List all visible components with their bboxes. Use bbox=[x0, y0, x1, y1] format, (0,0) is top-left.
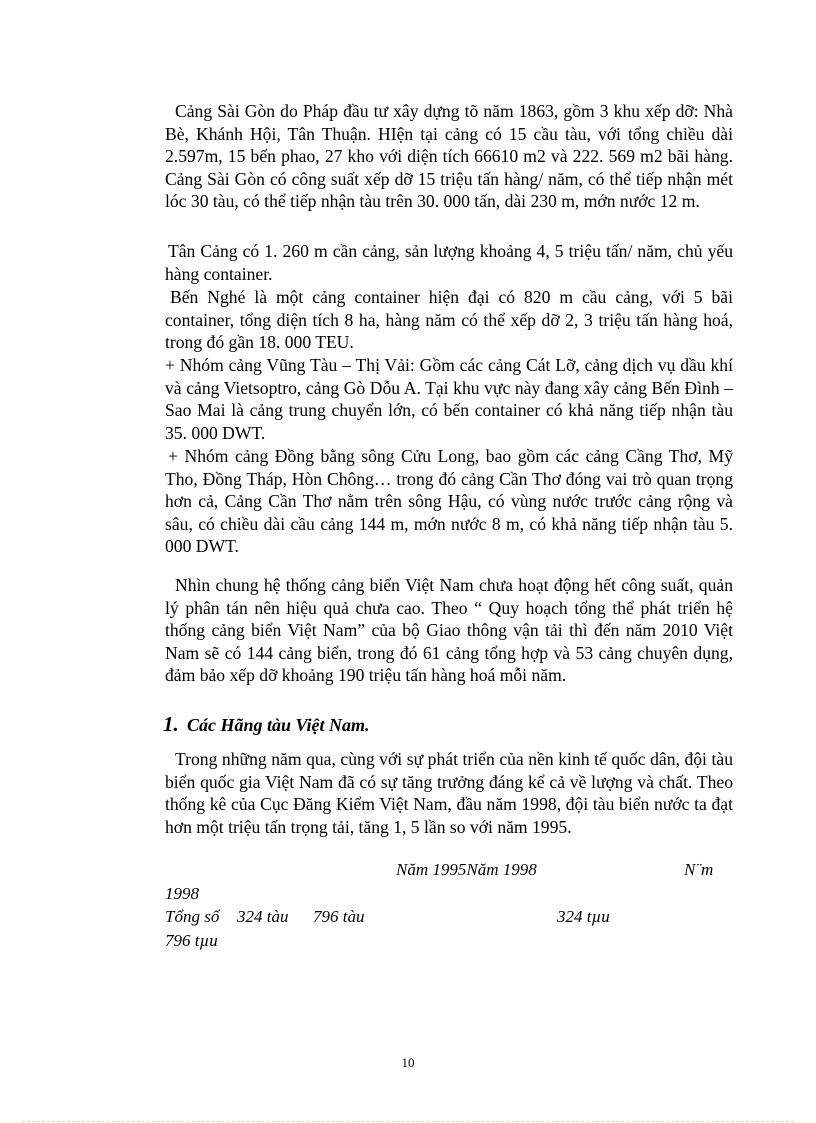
paragraph-saigon-port: Cảng Sài Gòn do Pháp đầu tư xây dựng tõ năm 1863, gồm 3 khu xếp dỡ: Nhà Bè, Khánh Hội, Tân Thuận. HIện tại cảng có 15 cầu tàu, với tổng chiều dài 2.597m, 15 bến phao, 27 kho với diện tích 66610 m2 và 222. 569 m2 bãi hàng. Cảng Sài Gòn có công suất xếp dỡ 15 triệu tấn hàng/ năm, có thể tiếp nhận mét lóc 30 tàu, có thể tiếp nhận tàu trên 30. 000 tấn, dài 230 m, mớn nước 12 m. bbox=[165, 101, 733, 212]
section-heading bbox=[163, 712, 370, 737]
stats-garbled-1998: 796 tµu bbox=[165, 931, 218, 950]
paragraph-ben-nghe: Bến Nghé là một cảng container hiện đại có 820 m cầu cảng, với 5 bãi container, tổng diện tích 8 ha, hàng năm có thể xếp dỡ 2, 3 triệu tấn hàng hoá, trong đó gần 18. 000 TEU. bbox=[165, 287, 733, 353]
page-bottom-divider bbox=[22, 1121, 794, 1122]
stats-row-label: Tổng số bbox=[165, 907, 220, 926]
paragraph-shipping-fleet: Trong những năm qua, cùng với sự phát triển của nền kinh tế quốc dân, đội tàu biển quốc gia Việt Nam đã có sự tăng trưởng đáng kể cả về lượng và chất. Theo thống kê của Cục Đăng Kiểm Việt Nam, đầu năm 1998, đội tàu biển nước ta đạt hơn một triệu tấn trọng tải, tăng 1, 5 lần so với năm 1995. bbox=[165, 749, 733, 837]
stats-ships-1998: 796 tàu bbox=[313, 907, 365, 926]
section-number: 1. bbox=[163, 712, 179, 736]
paragraph-vung-tau-group: + Nhóm cảng Vũng Tàu – Thị Vải: Gồm các cảng Cát Lỡ, cảng dịch vụ dầu khí và cảng Vietsoptro, cảng Gò Dỗu A. Tại khu vực này đang xây cảng Bến Đình – Sao Mai là cảng trung chuyển lớn, có bến container có khả năng tiếp nhận tàu 35. 000 DWT. bbox=[165, 355, 733, 443]
stats-garbled-1995: 324 tµu bbox=[557, 907, 610, 926]
stats-year-header: Năm 1995Năm 1998 bbox=[396, 860, 537, 879]
paragraph-overview: Nhìn chung hệ thống cảng biển Việt Nam chưa hoạt động hết công suất, quản lý phân tán nên hiệu quả chưa cao. Theo “ Quy hoạch tổng thể phát triển hệ thống cảng biển Việt Nam” của bộ Giao thông vận tải thì đến năm 2010 Việt Nam sẽ có 144 cảng biển, trong đó 61 cảng tổng hợp và 53 cảng chuyên dụng, đảm bảo xếp dỡ khoảng 190 triệu tấn hàng hoá mỗi năm. bbox=[165, 575, 733, 686]
page-number: 10 bbox=[401, 1055, 415, 1070]
stats-ships-1995: 324 tàu bbox=[237, 907, 289, 926]
paragraph-mekong-group: + Nhóm cảng Đồng bằng sông Cửu Long, bao gồm các cảng Cầng Thơ, Mỹ Tho, Đồng Tháp, Hòn Chông… trong đó cảng Cần Thơ đóng vai trò quan trọng hơn cả, Cảng Cần Thơ nằm trên sông Hậu, có vùng nước trước cảng rộng và sâu, có chiều dài cầu cảng 144 m, mớn nước 8 m, có khả năng tiếp nhận tàu 5. 000 DWT. bbox=[165, 446, 733, 557]
paragraph-tan-cang: Tân Cảng có 1. 260 m cần cảng, sản lượng khoảng 4, 5 triệu tấn/ năm, chủ yếu hàng container. bbox=[165, 241, 733, 284]
stats-year-1998: 1998 bbox=[165, 884, 199, 903]
section-title: Các Hãng tàu Việt Nam. bbox=[187, 715, 370, 735]
stats-garbled-year-label: N¨m bbox=[684, 860, 714, 879]
